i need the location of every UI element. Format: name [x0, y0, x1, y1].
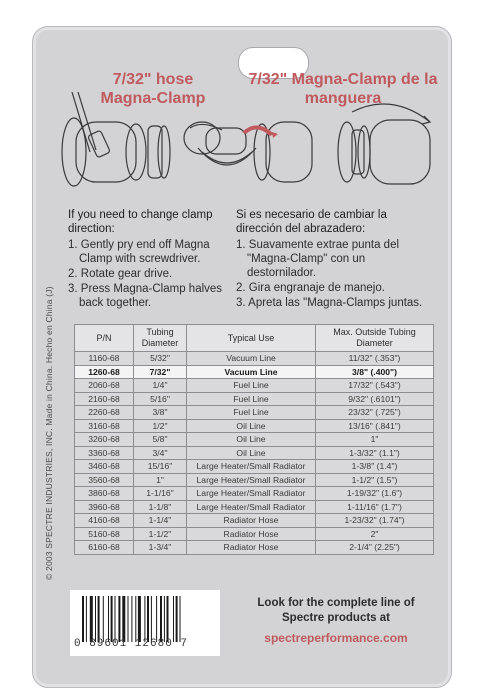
- table-cell: 5/16": [134, 392, 187, 406]
- table-cell: 3560-68: [75, 473, 134, 487]
- table-cell: 3860-68: [75, 487, 134, 501]
- table-cell: Large Heater/Small Radiator: [187, 487, 316, 501]
- table-cell: 3960-68: [75, 500, 134, 514]
- barcode-bar: [180, 596, 181, 642]
- table-header-pn: P/N: [75, 325, 134, 352]
- instruction-step: 1. Suavamente extrae punta del "Magna-Clamp" con un destornilador.: [236, 239, 400, 279]
- clamp-illustration: [52, 92, 442, 198]
- table-body: [75, 352, 434, 555]
- barcode-bar: [144, 596, 145, 642]
- barcode-bar: [151, 596, 152, 642]
- barcode-bar: [164, 596, 165, 642]
- table-header-diameter: Tubing Diameter: [134, 325, 187, 352]
- table-cell: 2060-68: [75, 379, 134, 393]
- barcode-bar: [176, 596, 178, 642]
- table-row: [75, 379, 434, 393]
- barcode-bar: [156, 596, 157, 642]
- instructions-heading: Si es necesario de cambiar la dirección del abrazadero:: [236, 209, 387, 235]
- barcode-bar: [95, 596, 96, 642]
- table-row: [75, 487, 434, 501]
- instructions-english: [68, 208, 238, 310]
- table-cell: 1/2": [134, 419, 187, 433]
- barcode-bar: [160, 596, 162, 642]
- barcode-bar: [138, 596, 141, 642]
- table-cell: 1-1/8": [134, 500, 187, 514]
- table-cell: 3/8" (.400"): [316, 365, 434, 379]
- table-cell: 6160-68: [75, 541, 134, 555]
- table-cell: 9/32" (.6101"): [316, 392, 434, 406]
- table-cell: 1": [316, 433, 434, 447]
- table-cell: 7/32": [134, 365, 187, 379]
- instruction-step: 3. Press Magna-Clamp halves back together.: [68, 283, 223, 309]
- barcode-bar: [173, 596, 174, 642]
- table-cell: Vacuum Line: [187, 365, 316, 379]
- table-cell: Oil Line: [187, 433, 316, 447]
- barcode-bar: [167, 596, 169, 642]
- title-spanish: 7/32" Magna-Clamp de la manguera: [248, 71, 438, 107]
- table-cell: Fuel Line: [187, 392, 316, 406]
- table-cell: 3360-68: [75, 446, 134, 460]
- table-header-max: Max. Outside Tubing Diameter: [316, 325, 434, 352]
- table-cell: 2-1/4" (2.25"): [316, 541, 434, 555]
- table-cell: 1-1/16": [134, 487, 187, 501]
- barcode-bar: [90, 596, 93, 642]
- table-row: [75, 514, 434, 528]
- table-cell: 1": [134, 473, 187, 487]
- instruction-step: 2. Rotate gear drive.: [68, 268, 173, 280]
- table-cell: 17/32" (.543"): [316, 379, 434, 393]
- barcode-bar: [82, 596, 84, 642]
- table-cell: Radiator Hose: [187, 541, 316, 555]
- table-row: [75, 352, 434, 366]
- barcode-bar: [135, 596, 136, 642]
- table-cell: 2160-68: [75, 392, 134, 406]
- table-header-row: [75, 325, 434, 352]
- instruction-step: 3. Apreta las "Magna-Clamps juntas.: [236, 297, 423, 309]
- table-cell: Fuel Line: [187, 379, 316, 393]
- barcode-bar: [103, 596, 104, 642]
- table-row: [75, 527, 434, 541]
- table-cell: 3160-68: [75, 419, 134, 433]
- table-row: [75, 392, 434, 406]
- barcode: [70, 590, 220, 656]
- table-cell: 3460-68: [75, 460, 134, 474]
- spec-table: [74, 324, 434, 555]
- barcode-bar: [131, 596, 132, 642]
- table-cell: 4160-68: [75, 514, 134, 528]
- table-cell: 11/32" (.353"): [316, 352, 434, 366]
- barcode-bar: [98, 596, 100, 642]
- table-cell: Large Heater/Small Radiator: [187, 500, 316, 514]
- table-row: [75, 500, 434, 514]
- table-cell: Radiator Hose: [187, 514, 316, 528]
- table-cell: 3/8": [134, 406, 187, 420]
- table-cell: 1/4": [134, 379, 187, 393]
- table-cell: Large Heater/Small Radiator: [187, 460, 316, 474]
- website-link[interactable]: spectreperformance.com: [264, 631, 408, 645]
- table-cell: Radiator Hose: [187, 527, 316, 541]
- copyright-side-text: © 2003 SPECTRE INDUSTRIES, INC. Made in China. Hecho en China (J): [44, 286, 54, 580]
- instruction-step: 2. Gira engranaje de manejo.: [236, 282, 385, 294]
- promo-text: Look for the complete line of Spectre products at: [257, 597, 415, 624]
- table-cell: 1-3/8" (1.4"): [316, 460, 434, 474]
- table-row: [75, 473, 434, 487]
- table-cell: 1260-68: [75, 365, 134, 379]
- barcode-bar: [147, 596, 149, 642]
- table-row: [75, 419, 434, 433]
- barcode-bar: [128, 596, 129, 642]
- table-cell: 15/16": [134, 460, 187, 474]
- table-cell: 2": [316, 527, 434, 541]
- table-cell: 5/32": [134, 352, 187, 366]
- table-cell: 3260-68: [75, 433, 134, 447]
- table-row: [75, 446, 434, 460]
- table-cell: 1-11/16" (1.7"): [316, 500, 434, 514]
- table-cell: 1-19/32" (1.6"): [316, 487, 434, 501]
- table-header-use: Typical Use: [187, 325, 316, 352]
- table-cell: 23/32" (.725"): [316, 406, 434, 420]
- instruction-step: 1. Gently pry end off Magna Clamp with screwdriver.: [68, 239, 210, 265]
- table-cell: 5/8": [134, 433, 187, 447]
- table-cell: 3/4": [134, 446, 187, 460]
- table-cell: 1-23/32" (1.74"): [316, 514, 434, 528]
- table-cell: Oil Line: [187, 446, 316, 460]
- instructions-spanish: [236, 208, 426, 310]
- table-cell: Vacuum Line: [187, 352, 316, 366]
- title-english: 7/32" hose Magna-Clamp: [100, 71, 206, 107]
- barcode-bar: [111, 596, 113, 642]
- barcode-digits: 0 89601 12680 7: [74, 638, 189, 650]
- table-cell: 1-1/2": [134, 527, 187, 541]
- barcode-bars: [80, 596, 210, 642]
- table-row: [75, 541, 434, 555]
- table-cell: 5160-68: [75, 527, 134, 541]
- barcode-bar: [115, 596, 116, 642]
- table-cell: 1-1/4": [134, 514, 187, 528]
- table-cell: 1-3/32" (1.1"): [316, 446, 434, 460]
- table-cell: 1-3/4": [134, 541, 187, 555]
- table-cell: Fuel Line: [187, 406, 316, 420]
- table-row: [75, 460, 434, 474]
- table-row: [75, 406, 434, 420]
- barcode-bar: [108, 596, 109, 642]
- table-row: [75, 433, 434, 447]
- barcode-bar: [118, 596, 120, 642]
- table-cell: 1-1/2" (1.5"): [316, 473, 434, 487]
- table-cell: 1160-68: [75, 352, 134, 366]
- table-cell: Large Heater/Small Radiator: [187, 473, 316, 487]
- table-cell: Oil Line: [187, 419, 316, 433]
- barcode-bar: [86, 596, 87, 642]
- table-cell: 2260-68: [75, 406, 134, 420]
- barcode-bar: [122, 596, 125, 642]
- table-cell: 13/16" (.841"): [316, 419, 434, 433]
- table-row: [75, 365, 434, 379]
- instructions-heading: If you need to change clamp direction:: [68, 209, 213, 235]
